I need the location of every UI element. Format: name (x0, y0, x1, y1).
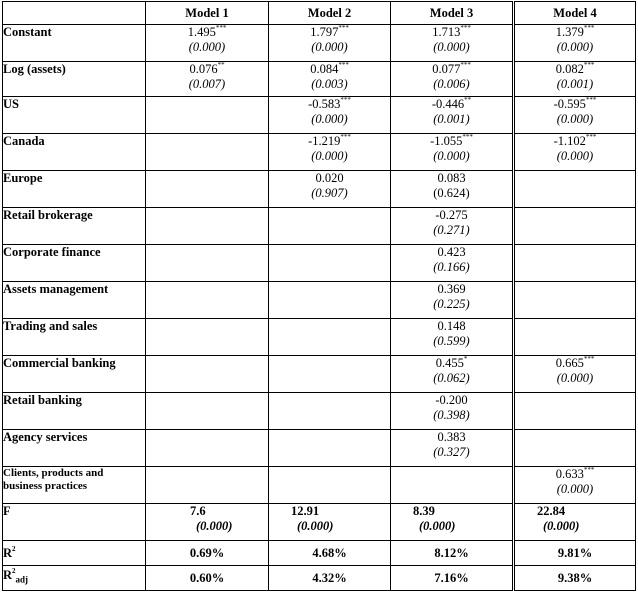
stat-value: 9.38% (514, 566, 636, 591)
table-row (3, 25, 636, 62)
p-value: (0.000) (556, 112, 594, 126)
coefficient-value: 1.713 (432, 25, 461, 39)
coefficient-value: 0.020 (315, 171, 344, 185)
r-subscript: adj (15, 574, 29, 585)
significance-stars: ** (217, 61, 225, 69)
f-stat-value: 8.39 (413, 504, 435, 518)
coef-cell (391, 134, 514, 171)
row-label: Clients, products and business practices (3, 467, 146, 504)
row-label: Retail brokerage (3, 208, 146, 245)
p-value: (0.000) (556, 482, 594, 496)
table-row (3, 62, 636, 97)
f-stat-cell (146, 504, 269, 541)
coef-cell (146, 356, 269, 393)
row-label (3, 541, 146, 566)
coefficient-value: -1.219 (308, 134, 341, 148)
p-value: (0.000) (419, 519, 456, 533)
coef-cell (146, 134, 269, 171)
p-value: (0.062) (433, 371, 470, 385)
coef-cell (269, 62, 391, 97)
significance-stars: *** (462, 133, 473, 141)
significance-stars: *** (585, 96, 597, 104)
coef-cell (391, 319, 514, 356)
table-row (3, 319, 636, 356)
coef-cell (146, 467, 269, 504)
p-value: (0.003) (311, 77, 348, 91)
f-stat-cell (391, 504, 514, 541)
row-label: Europe (3, 171, 146, 208)
coef-cell (269, 245, 391, 282)
f-stat-cell (269, 504, 391, 541)
p-value: (0.225) (433, 297, 470, 311)
row-label: Trading and sales (3, 319, 146, 356)
coefficient (391, 282, 512, 297)
p-value: (0.398) (433, 408, 470, 422)
coef-cell (269, 467, 391, 504)
coefficient-value: 0.148 (437, 319, 466, 333)
p-value: (0.166) (433, 260, 470, 274)
f-stat-value: 22.84 (537, 504, 566, 518)
coefficient (391, 356, 512, 371)
f-stat-value: 12.91 (291, 504, 320, 518)
coefficient (146, 62, 268, 77)
significance-stars: *** (460, 61, 471, 69)
coefficient-value: 0.383 (437, 430, 466, 444)
coefficient-value: -0.595 (553, 97, 586, 111)
stat-value: 0.60% (146, 566, 269, 591)
coefficient-value: 0.369 (437, 282, 466, 296)
coef-cell (391, 356, 514, 393)
table-row (3, 97, 636, 134)
p-value: (0.000) (311, 40, 348, 54)
coefficient-value: 0.083 (437, 171, 466, 185)
coefficient (515, 62, 635, 77)
stat-value: 0.69% (146, 541, 269, 566)
coef-cell (514, 245, 636, 282)
coefficient (269, 134, 390, 149)
coef-cell (269, 97, 391, 134)
coef-cell (146, 245, 269, 282)
coef-cell (269, 171, 391, 208)
coefficient-value: 1.379 (555, 25, 584, 39)
coefficient (391, 171, 512, 186)
header-model-1: Model 1 (146, 2, 269, 25)
p-value: (0.000) (188, 40, 226, 54)
coef-cell (269, 356, 391, 393)
significance-stars: *** (215, 24, 227, 32)
coefficient (391, 430, 512, 445)
coef-cell (391, 62, 514, 97)
coef-cell (514, 393, 636, 430)
coefficient (391, 393, 512, 408)
coefficient (391, 134, 512, 149)
row-label: Agency services (3, 430, 146, 467)
coefficient-value: 0.084 (310, 62, 339, 76)
coef-cell (269, 282, 391, 319)
coef-cell (391, 208, 514, 245)
table-row (3, 467, 636, 504)
coef-cell (391, 171, 514, 208)
coef-cell (514, 134, 636, 171)
coef-cell (514, 171, 636, 208)
coefficient (391, 97, 512, 112)
coef-cell (391, 393, 514, 430)
r-squared-adj-row (3, 566, 636, 591)
coef-cell (514, 430, 636, 467)
p-value: (0.624) (433, 186, 470, 200)
coefficient-value: 0.082 (555, 62, 584, 76)
r-superscript: 2 (12, 567, 16, 576)
table-row (3, 430, 636, 467)
row-label (3, 566, 146, 591)
table-row (3, 282, 636, 319)
table-row (3, 393, 636, 430)
header-model-3: Model 3 (391, 2, 514, 25)
p-value: (0.000) (543, 519, 580, 533)
significance-stars: *** (460, 24, 471, 32)
coefficient (515, 25, 635, 40)
stat-value: 4.68% (269, 541, 391, 566)
header-model-2: Model 2 (269, 2, 391, 25)
coefficient (391, 245, 512, 260)
coef-cell (269, 208, 391, 245)
stat-value: 8.12% (391, 541, 514, 566)
coefficient-value: -1.055 (430, 134, 463, 148)
significance-stars: *** (338, 24, 349, 32)
p-value: (0.000) (556, 371, 594, 385)
coef-cell (146, 430, 269, 467)
coef-cell (514, 62, 636, 97)
p-value: (0.006) (433, 77, 470, 91)
row-label: Constant (3, 25, 146, 62)
row-label: US (3, 97, 146, 134)
p-value: (0.000) (433, 40, 470, 54)
coefficient-value: 1.797 (310, 25, 339, 39)
p-value: (0.000) (311, 149, 348, 163)
p-value: (0.599) (433, 334, 470, 348)
significance-stars: *** (340, 133, 351, 141)
header-model-4: Model 4 (514, 2, 636, 25)
coef-cell (146, 97, 269, 134)
coefficient-value: -1.102 (553, 134, 586, 148)
stat-value: 4.32% (269, 566, 391, 591)
row-label: Corporate finance (3, 245, 146, 282)
coef-cell (146, 171, 269, 208)
coef-cell (514, 208, 636, 245)
coefficient-value: 1.495 (187, 25, 216, 39)
header-row (3, 2, 636, 25)
table-row (3, 245, 636, 282)
p-value: (0.001) (556, 77, 594, 91)
coef-cell (391, 467, 514, 504)
coefficient (269, 97, 390, 112)
coef-cell (514, 282, 636, 319)
coefficient (515, 356, 635, 371)
coef-cell (269, 25, 391, 62)
coefficient-value: 0.665 (555, 356, 584, 370)
p-value: (0.000) (556, 40, 594, 54)
coef-cell (146, 393, 269, 430)
coefficient (515, 467, 635, 482)
significance-stars: *** (585, 133, 597, 141)
significance-stars: *** (338, 61, 349, 69)
coef-cell (146, 62, 269, 97)
coefficient-value: 0.633 (555, 467, 584, 481)
p-value: (0.907) (311, 186, 348, 200)
r-squared-row (3, 541, 636, 566)
coefficient-value: -0.275 (435, 208, 468, 222)
r-superscript: 2 (12, 544, 16, 553)
coefficient (391, 208, 512, 223)
coef-cell (391, 282, 514, 319)
r-symbol: R (3, 568, 13, 583)
stat-value: 7.16% (391, 566, 514, 591)
coefficient-value: 0.423 (437, 245, 466, 259)
significance-stars: *** (583, 61, 595, 69)
coefficient (269, 62, 390, 77)
coef-cell (269, 319, 391, 356)
p-value: (0.000) (297, 519, 334, 533)
p-value: (0.007) (188, 77, 226, 91)
coef-cell (269, 430, 391, 467)
f-stat-row (3, 504, 636, 541)
row-label: F (3, 504, 146, 541)
coef-cell (391, 430, 514, 467)
stat-value: 9.81% (514, 541, 636, 566)
coefficient (391, 319, 512, 334)
coef-cell (514, 467, 636, 504)
coef-cell (514, 97, 636, 134)
significance-stars: *** (583, 466, 595, 474)
significance-stars: *** (583, 355, 595, 363)
regression-table (2, 1, 636, 591)
coefficient (391, 62, 512, 77)
table-row (3, 171, 636, 208)
coefficient (515, 97, 635, 112)
coefficient (269, 25, 390, 40)
coefficient (391, 25, 512, 40)
f-stat-value: 7.6 (190, 504, 206, 518)
significance-stars: * (463, 355, 468, 363)
significance-stars: *** (583, 24, 595, 32)
p-value: (0.000) (196, 519, 233, 533)
coefficient-value: 0.455 (435, 356, 464, 370)
r-symbol: R (3, 545, 13, 560)
table-row (3, 208, 636, 245)
coefficient (146, 25, 268, 40)
p-value: (0.000) (311, 112, 348, 126)
header-corner (3, 2, 146, 25)
table-row (3, 134, 636, 171)
coef-cell (146, 282, 269, 319)
p-value: (0.000) (433, 149, 470, 163)
p-value: (0.327) (433, 445, 470, 459)
coef-cell (514, 25, 636, 62)
coef-cell (514, 319, 636, 356)
coefficient-value: -0.200 (435, 393, 468, 407)
coefficient (515, 134, 635, 149)
coef-cell (146, 208, 269, 245)
coefficient-value: 0.076 (189, 62, 218, 76)
significance-stars: *** (340, 96, 351, 104)
row-label: Retail banking (3, 393, 146, 430)
f-stat-cell (514, 504, 636, 541)
row-label: Log (assets) (3, 62, 146, 97)
coef-cell (146, 319, 269, 356)
coef-cell (391, 97, 514, 134)
coef-cell (269, 393, 391, 430)
coef-cell (514, 356, 636, 393)
p-value: (0.001) (433, 112, 470, 126)
row-label: Canada (3, 134, 146, 171)
coefficient-value: 0.077 (432, 62, 461, 76)
coef-cell (146, 25, 269, 62)
coef-cell (269, 134, 391, 171)
coef-cell (391, 25, 514, 62)
row-label: Assets management (3, 282, 146, 319)
coefficient (269, 171, 390, 186)
p-value: (0.000) (556, 149, 594, 163)
coef-cell (391, 245, 514, 282)
coefficient-value: -0.446 (431, 97, 465, 111)
row-label: Commercial banking (3, 356, 146, 393)
coefficient-value: -0.583 (308, 97, 341, 111)
significance-stars: ** (464, 96, 472, 104)
p-value: (0.271) (433, 223, 470, 237)
table-row (3, 356, 636, 393)
